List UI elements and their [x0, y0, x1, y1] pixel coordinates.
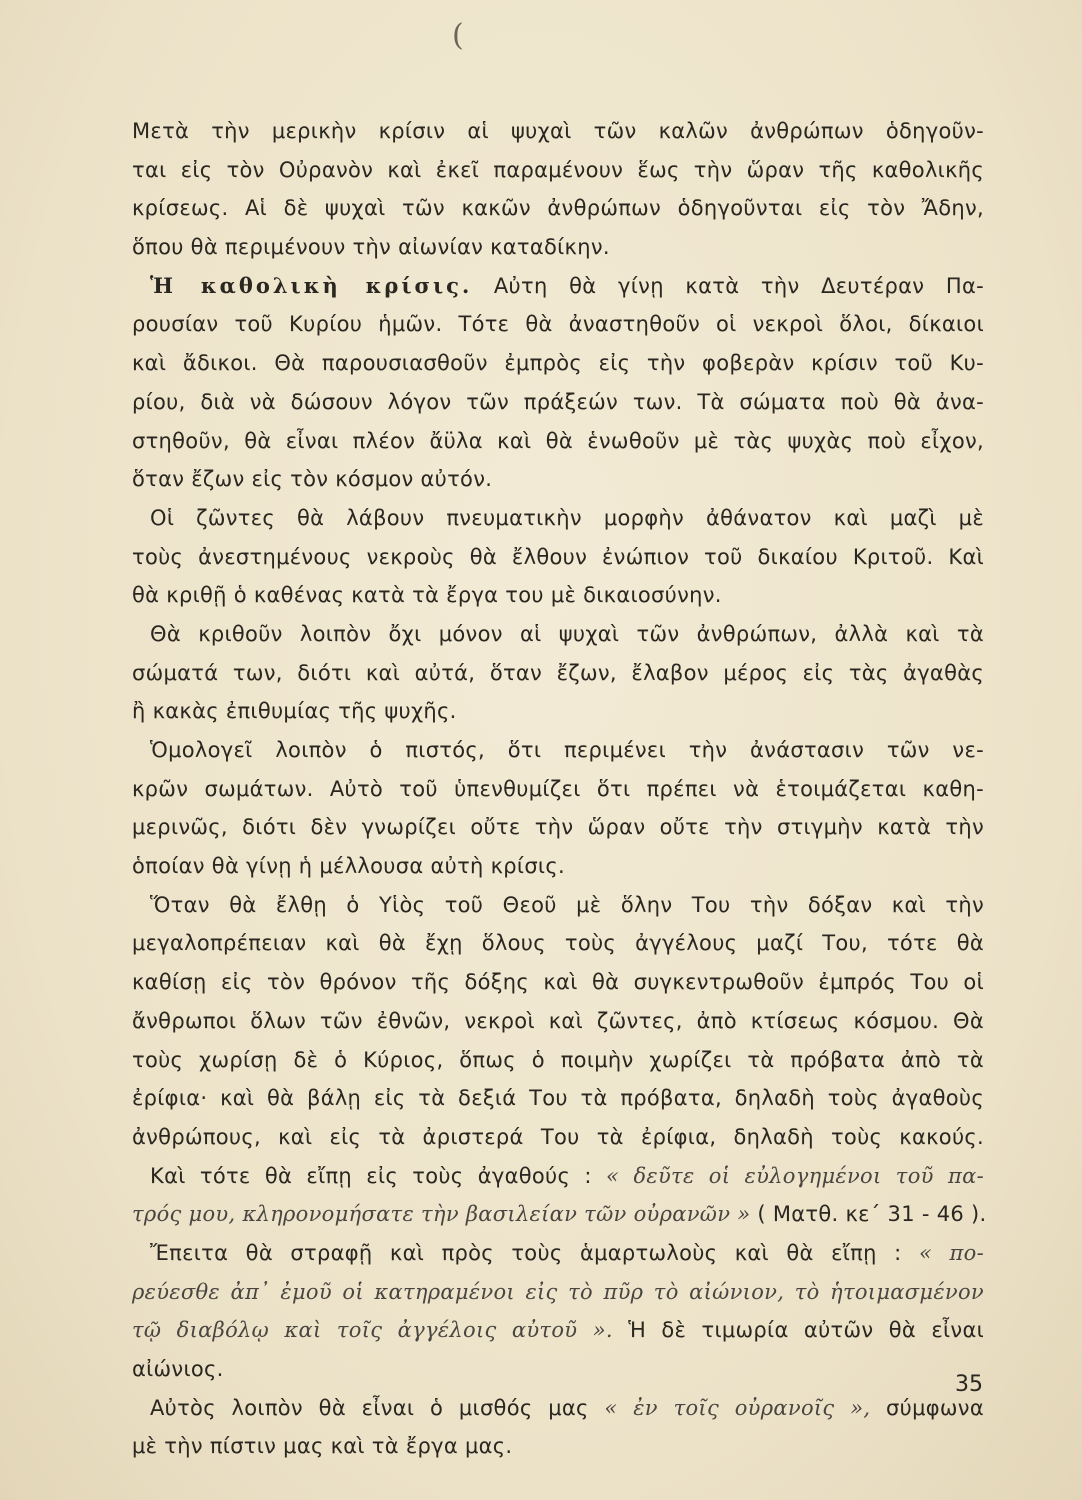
text-line: κρῶν σωμάτων. Αὐτὸ τοῦ ὑπενθυμίζει ὅτι πρέπει νὰ ἑτοιμάζεται καθη-	[132, 776, 984, 801]
quote-span: « ἐν τοῖς οὐρανοῖς »,	[604, 1395, 871, 1420]
quote-span: « δεῦτε οἱ εὐλογημένοι τοῦ πα-	[606, 1163, 984, 1188]
text-line: ὅταν ἔζων εἰς τὸν κόσμον αὐτόν.	[132, 467, 493, 492]
text-line: ται εἰς τὸν Οὐρανὸν καὶ ἐκεῖ παραμένουν ἕως τὴν ὥραν τῆς καθολικῆς	[132, 157, 984, 182]
text-span: Αὐτη θὰ γίνῃ κατὰ τὴν Δευτέραν Πα-	[493, 273, 984, 298]
text-line: σώματά των, διότι καὶ αὐτά, ὅταν ἔζων, ἔλαβον μέρος εἰς τὰς ἀγαθὰς	[132, 660, 984, 685]
text-line	[132, 1389, 984, 1428]
text-line	[132, 1311, 984, 1350]
text-line: Ὁμολογεῖ λοιπὸν ὁ πιστός, ὅτι περιμένει τὴν ἀνάστασιν τῶν νε-	[150, 738, 984, 762]
margin-mark: (	[452, 18, 464, 53]
text-line: τοὺς ἀνεστημένους νεκροὺς θὰ ἔλθουν ἐνώπιον τοῦ δικαίου Κριτοῦ. Καὶ	[132, 544, 984, 569]
page-number: 35	[955, 1372, 983, 1397]
quote-span: τῷ διαβόλῳ καὶ τοῖς ἀγγέλοις αὐτοῦ ».	[132, 1318, 613, 1343]
text-line: κρίσεως. Αἱ δὲ ψυχαὶ τῶν κακῶν ἀνθρώπων ὁδηγοῦνται εἰς τὸν Ἄδην,	[132, 196, 984, 221]
text-line: ἢ κακὰς ἐπιθυμίας τῆς ψυχῆς.	[132, 699, 457, 724]
text-line: ρουσίαν τοῦ Κυρίου ἡμῶν. Τότε θὰ ἀναστηθοῦν οἱ νεκροὶ ὅλοι, δίκαιοι	[132, 312, 984, 337]
text-line: τοὺς χωρίσῃ δὲ ὁ Κύριος, ὅπως ὁ ποιμὴν χωρίζει τὰ πρόβατα ἀπὸ τὰ	[132, 1047, 984, 1072]
citation-span: ( Ματθ. κε΄ 31 - 46 ).	[757, 1202, 987, 1227]
text-line: μεγαλοπρέπειαν καὶ θὰ ἔχῃ ὅλους τοὺς ἀγγέλους μαζί Του, τότε θὰ	[132, 931, 984, 956]
text-line: ὁποίαν θὰ γίνῃ ἡ μέλλουσα αὐτὴ κρίσις.	[132, 854, 565, 879]
text-span: Αὐτὸς λοιπὸν θὰ εἶναι ὁ μισθός μας	[150, 1395, 589, 1420]
text-line: μὲ τὴν πίστιν μας καὶ τὰ ἔργα μας.	[132, 1434, 513, 1459]
text-line: Οἱ ζῶντες θὰ λάβουν πνευματικὴν μορφὴν ἀθάνατον καὶ μαζὶ μὲ	[150, 505, 984, 530]
text-line: ρίου, διὰ νὰ δώσουν λόγον τῶν πράξεών των. Τὰ σώματα ποὺ θὰ ἀνα-	[132, 389, 984, 414]
text-line: ἄνθρωποι ὅλων τῶν ἐθνῶν, νεκροὶ καὶ ζῶντες, ἀπὸ κτίσεως κόσμου. Θὰ	[132, 1008, 984, 1033]
quote-span: « πο-	[918, 1240, 984, 1265]
text-line: Μετὰ τὴν μερικὴν κρίσιν αἱ ψυχαὶ τῶν καλῶν ἀνθρώπων ὁδηγοῦν-	[132, 119, 984, 143]
text-span: σύμφωνα	[886, 1395, 984, 1420]
text-line: ἀνθρώπους, καὶ εἰς τὰ ἀριστερά Του τὰ ἐρίφια, δηλαδὴ τοὺς κακούς.	[132, 1124, 984, 1149]
text-line: αἰώνιος.	[132, 1357, 224, 1381]
text-span: Ἔπειτα θὰ στραφῇ καὶ πρὸς τοὺς ἁμαρτωλοὺς καὶ θὰ εἴπῃ :	[150, 1240, 902, 1265]
text-line: θὰ κριθῇ ὁ καθένας κατὰ τὰ ἔργα του μὲ δικαιοσύνην.	[132, 583, 722, 608]
text-line: Θὰ κριθοῦν λοιπὸν ὄχι μόνον αἱ ψυχαὶ τῶν ἀνθρώπων, ἀλλὰ καὶ τὰ	[150, 621, 984, 646]
text-line: μερινῶς, διότι δὲν γνωρίζει οὔτε τὴν ὥραν οὔτε τὴν στιγμὴν κατὰ τὴν	[132, 815, 984, 840]
text-line: ρεύεσθε ἀπ᾿ ἐμοῦ οἱ κατηραμένοι εἰς τὸ πῦρ τὸ αἰώνιον, τὸ ἡτοιμασμένον	[132, 1279, 984, 1304]
text-line: Ὅταν θὰ ἔλθῃ ὁ Υἱὸς τοῦ Θεοῦ μὲ ὅλην Του τὴν δόξαν καὶ τὴν	[150, 892, 984, 917]
text-line	[132, 1195, 987, 1234]
text-line	[132, 1234, 984, 1273]
text-span: Καὶ τότε θὰ εἴπῃ εἰς τοὺς ἀγαθούς :	[150, 1163, 592, 1188]
text-line: καὶ ἄδικοι. Θὰ παρουσιασθοῦν ἐμπρὸς εἰς τὴν φοβερὰν κρίσιν τοῦ Κυ-	[132, 351, 984, 376]
text-line	[132, 267, 984, 306]
text-line: ὅπου θὰ περιμένουν τὴν αἰωνίαν καταδίκην.	[132, 235, 610, 260]
text-line: καθίσῃ εἰς τὸν θρόνον τῆς δόξης καὶ θὰ συγκεντρωθοῦν ἐμπρός Του οἱ	[132, 970, 984, 995]
text-line	[132, 1157, 984, 1196]
text-line: ἐρίφια· καὶ θὰ βάλῃ εἰς τὰ δεξιά Του τὰ πρόβατα, δηλαδὴ τοὺς ἀγαθοὺς	[132, 1086, 984, 1111]
body-text	[132, 112, 987, 1466]
quote-span: τρός μου, κληρονομήσατε τὴν βασιλείαν τῶν οὐρανῶν »	[132, 1202, 751, 1227]
text-span: Ἡ δὲ τιμωρία αὐτῶν θὰ εἶναι	[628, 1318, 985, 1343]
section-heading: Ἡ καθολικὴ κρίσις.	[150, 272, 473, 298]
text-line: στηθοῦν, θὰ εἶναι πλέον ἄϋλα καὶ θὰ ἑνωθοῦν μὲ τὰς ψυχὰς ποὺ εἶχον,	[132, 428, 984, 453]
